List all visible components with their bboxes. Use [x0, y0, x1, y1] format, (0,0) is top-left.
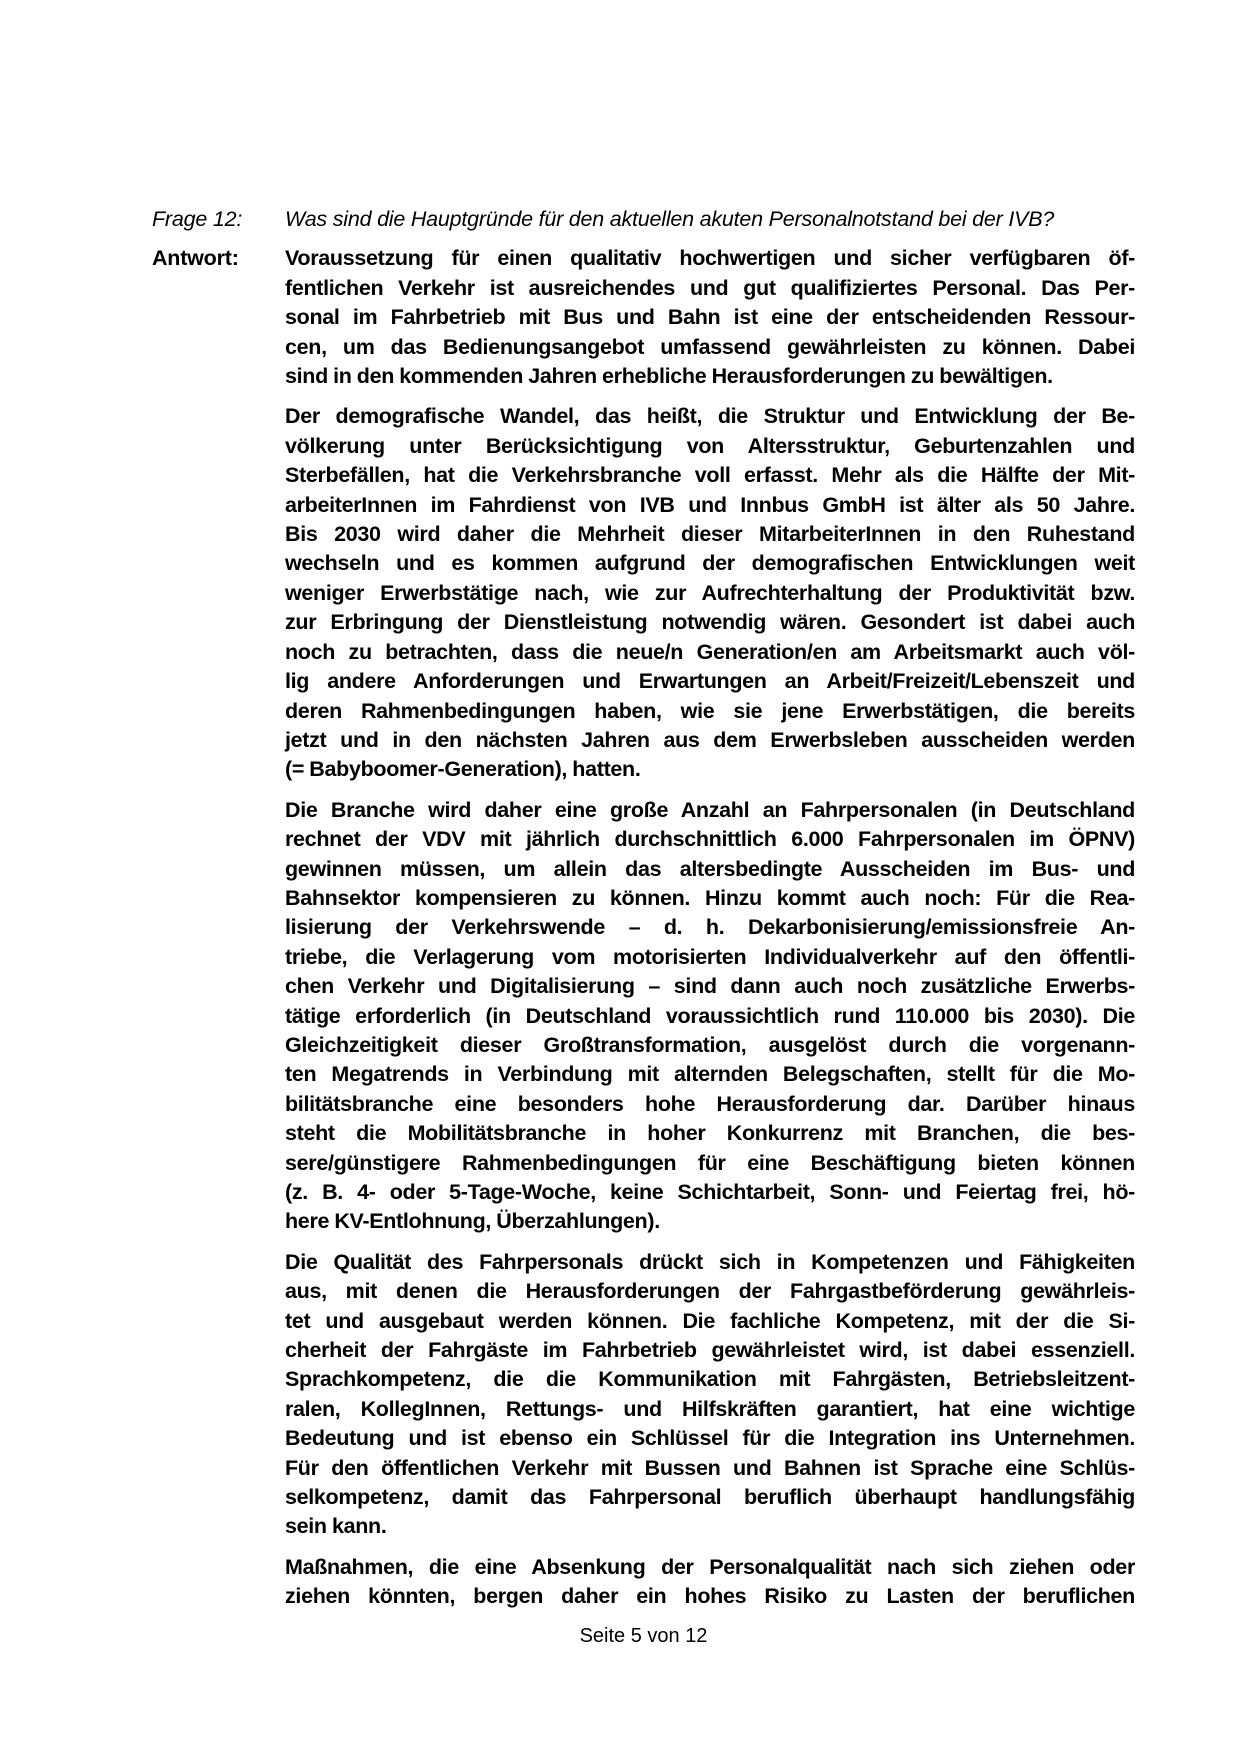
text-line: ralen, KollegInnen, Rettungs- und Hilfskräften garantiert, hat eine wichtige: [285, 1396, 1135, 1421]
text-line: cherheit der Fahrgäste im Fahrbetrieb gewährleistet wird, ist dabei essenziell.: [285, 1338, 1135, 1363]
text-line: steht die Mobilitätsbranche in hoher Konkurrenz mit Branchen, die bes-: [285, 1121, 1135, 1146]
text-line: aus, mit denen die Herausforderungen der Fahrgastbeförderung gewährleis-: [285, 1279, 1135, 1304]
text-line: here KV-Entlohnung, Überzahlungen).: [285, 1209, 660, 1234]
text-line: bilitätsbranche eine besonders hohe Herausforderung dar. Darüber hinaus: [285, 1091, 1135, 1116]
question-label: Frage 12:: [152, 207, 243, 231]
text-line: noch zu betrachten, dass die neue/n Generation/en am Arbeitsmarkt auch völ-: [285, 639, 1135, 664]
text-line: tet und ausgebaut werden können. Die fachliche Kompetenz, mit der die Si-: [285, 1308, 1135, 1333]
text-line: sein kann.: [285, 1514, 387, 1539]
text-line: (= Babyboomer-Generation), hatten.: [285, 757, 641, 782]
text-line: jetzt und in den nächsten Jahren aus dem Erwerbsleben ausscheiden werden: [285, 727, 1135, 752]
text-line: rechnet der VDV mit jährlich durchschnittlich 6.000 Fahrpersonalen im ÖPNV): [285, 827, 1135, 852]
text-line: arbeiterInnen im Fahrdienst von IVB und Innbus GmbH ist älter als 50 Jahre.: [285, 492, 1135, 517]
text-line: (z. B. 4- oder 5-Tage-Woche, keine Schichtarbeit, Sonn- und Feiertag frei, hö-: [285, 1180, 1135, 1204]
text-line: Für den öffentlichen Verkehr mit Bussen und Bahnen ist Sprache eine Schlüs-: [285, 1455, 1135, 1480]
text-line: sind in den kommenden Jahren erhebliche Herausforderungen zu bewältigen.: [285, 364, 1053, 389]
text-line: cen, um das Bedienungsangebot umfassend gewährleisten zu können. Dabei: [285, 334, 1135, 359]
text-line: Bedeutung und ist ebenso ein Schlüssel für die Integration ins Unternehmen.: [285, 1426, 1135, 1451]
text-line: Bahnsektor kompensieren zu können. Hinzu kommt auch noch: Für die Rea-: [285, 885, 1135, 910]
text-line: Sprachkompetenz, die die Kommunikation mit Fahrgästen, Betriebsleitzent-: [285, 1367, 1135, 1392]
text-line: sere/günstigere Rahmenbedingungen für eine Beschäftigung bieten können: [285, 1150, 1135, 1175]
answer-paragraph: [285, 1553, 1135, 1612]
text-line: Maßnahmen, die eine Absenkung der Personalqualität nach sich ziehen oder: [285, 1554, 1135, 1579]
answer-paragraph: [285, 244, 1135, 391]
text-line: selkompetenz, damit das Fahrpersonal beruflich überhaupt handlungsfähig: [285, 1485, 1135, 1510]
text-line: ziehen könnten, bergen daher ein hohes Risiko zu Lasten der beruflichen: [285, 1584, 1135, 1609]
answer-paragraph: [285, 402, 1135, 784]
text-line: Die Branche wird daher eine große Anzahl an Fahrpersonalen (in Deutschland: [285, 797, 1135, 822]
text-line: Voraussetzung für einen qualitativ hochwertigen und sicher verfügbaren öf-: [285, 246, 1135, 271]
answer-label: Antwort:: [152, 246, 239, 271]
text-line: lig andere Anforderungen und Erwartungen an Arbeit/Freizeit/Lebenszeit und: [285, 669, 1135, 694]
answer-paragraph: [285, 796, 1135, 1237]
page-content: [152, 205, 1135, 1651]
question-text: Was sind die Hauptgründe für den aktuellen akuten Personalnotstand bei der IVB?: [285, 207, 1055, 231]
answer-paragraph: [285, 1248, 1135, 1542]
question-row: [152, 205, 1135, 234]
text-line: sonal im Fahrbetrieb mit Bus und Bahn ist eine der entscheidenden Ressour-: [285, 305, 1135, 330]
page-footer: Seite 5 von 12: [579, 1624, 708, 1647]
text-line: Die Qualität des Fahrpersonals drückt sich in Kompetenzen und Fähigkeiten: [285, 1249, 1135, 1274]
text-line: fentlichen Verkehr ist ausreichendes und gut qualifiziertes Personal. Das Per-: [285, 275, 1135, 300]
text-line: gewinnen müssen, um allein das altersbedingte Ausscheiden im Bus- und: [285, 856, 1135, 881]
answer-body: [285, 244, 1135, 1611]
text-line: deren Rahmenbedingungen haben, wie sie jene Erwerbstätigen, die bereits: [285, 698, 1135, 723]
text-line: völkerung unter Berücksichtigung von Altersstruktur, Geburtenzahlen und: [285, 433, 1135, 458]
text-line: triebe, die Verlagerung vom motorisierten Individualverkehr auf den öffentli-: [285, 944, 1135, 969]
text-line: zur Erbringung der Dienstleistung notwendig wären. Gesondert ist dabei auch: [285, 610, 1135, 635]
text-line: Sterbefällen, hat die Verkehrsbranche voll erfasst. Mehr als die Hälfte der Mit-: [285, 463, 1135, 488]
text-line: lisierung der Verkehrswende – d. h. Dekarbonisierung/emissionsfreie An-: [285, 915, 1135, 940]
answer-row: [152, 244, 1135, 1611]
text-line: Bis 2030 wird daher die Mehrheit dieser MitarbeiterInnen in den Ruhestand: [285, 522, 1135, 547]
text-line: ten Megatrends in Verbindung mit alternden Belegschaften, stellt für die Mo-: [285, 1062, 1135, 1087]
text-line: chen Verkehr und Digitalisierung – sind dann auch noch zusätzliche Erwerbs-: [285, 974, 1135, 999]
text-line: wechseln und es kommen aufgrund der demografischen Entwicklungen weit: [285, 551, 1135, 576]
text-line: tätige erforderlich (in Deutschland voraussichtlich rund 110.000 bis 2030). Die: [285, 1003, 1135, 1028]
text-line: weniger Erwerbstätige nach, wie zur Aufrechterhaltung der Produktivität bzw.: [285, 580, 1135, 605]
text-line: Gleichzeitigkeit dieser Großtransformation, ausgelöst durch die vorgenann-: [285, 1032, 1135, 1057]
text-line: Der demografische Wandel, das heißt, die Struktur und Entwicklung der Be-: [285, 404, 1135, 429]
